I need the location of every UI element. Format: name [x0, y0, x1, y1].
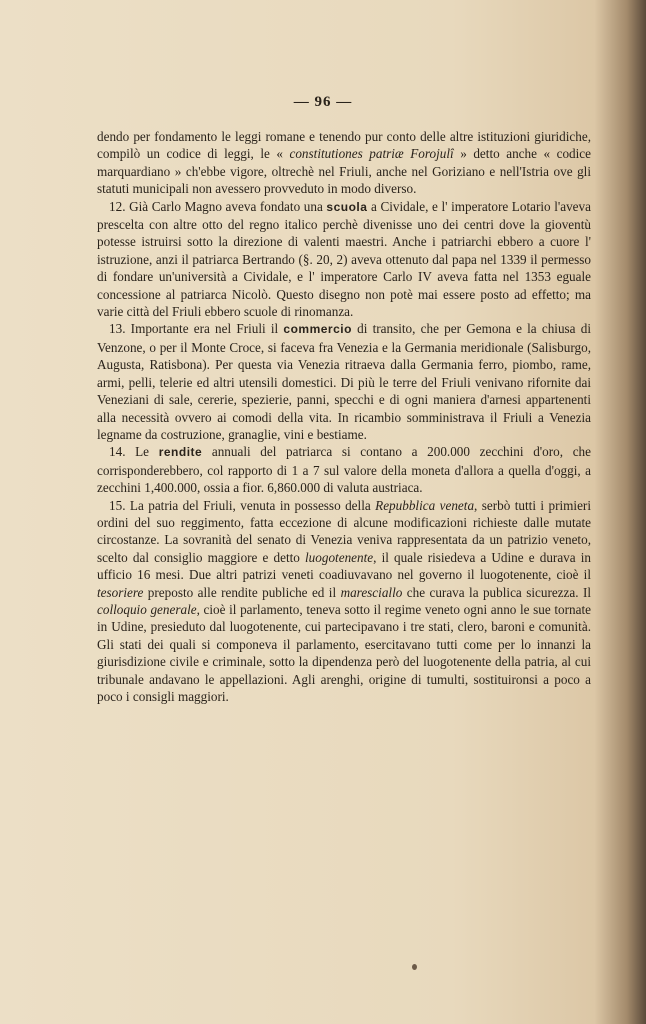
paragraph-12 — [97, 198, 591, 321]
text-run: 14. Le — [109, 444, 159, 460]
text-run: preposto alle rendite publiche ed il — [143, 584, 341, 600]
text-run: , serbò tutti i primieri ordini del suo reggimento, fatta eccezione di alcune modificazioni richieste dalle mutate circostanze. La sovranità del senato di Venezia veniva rappresentata da un patrizio veneto, scelto dal consiglio maggiore e detto — [97, 497, 591, 565]
bold-run: scuola — [326, 199, 368, 214]
bold-run: commercio — [283, 322, 352, 337]
body-text — [97, 128, 591, 705]
bold-run: rendite — [158, 445, 203, 460]
text-run: , il quale risiedeva a Udine e durava in ufficio 16 mesi. Due altri patrizi veneti coadiuvavano nel governo il luogotenente, cioè il — [97, 549, 592, 583]
italic-run: constitutiones patriæ Forojulî — [289, 146, 454, 162]
text-run: 13. Importante era nel Friuli il — [109, 321, 284, 337]
text-run: , cioè il parlamento, teneva sotto il regime veneto ogni anno le sue tornate in Udine, presieduto dal luogotenente, cui partecipavano i tre stati, clero, baroni e comunità. Gli stati dei quali si componeva il parlamento, esercitavano tutti come per lo innanzi la giurisdizione civile e criminale, sotto la dipendenza però del luogotenente della patria, al cui tribunale andavano le appellazioni. Agli arenghi, origine di tumulti, sostituironsi a poco a poco i consigli maggiori. — [97, 601, 591, 704]
italic-run: luogotenente — [305, 549, 374, 565]
text-run: » detto anche « codice marquardiano » ch'ebbe vigore, oltrechè nel Friuli, anche nel Goriziano e nell'Istria ove gli statuti municipali non avessero provveduto in modo diverso. — [97, 146, 592, 197]
page-number: — 96 — — [293, 94, 353, 110]
text-run: dendo per fondamento le leggi romane e tenendo pur conto delle altre istituzioni giuridiche, compilò un codice di leggi, le « — [97, 129, 591, 162]
text-run: 12. Già Carlo Magno aveva fondato una — [109, 198, 327, 214]
text-run: di transito, che per Gemona e la chiusa di Venzone, o per il Monte Croce, si faceva fra Venezia e la Germania meridionale (Salisburgo, Augusta, Ratisbona). Per questa via Venezia ritraeva dalla Germania ferro, piombo, rame, armi, pelli, telerie ed altri utensili domestici. Di più le terre del Friuli venivano rifornite dai Veneziani di sale, cererie, spezierie, panni, specchi e di ogni maniera d'arnesi appartenenti alla necessità ovvero ai comodi della vita. In ricambio somministrava il Friuli a Venezia legname da costruzione, granaglie, vini e bestiame. — [97, 321, 591, 442]
italic-run: Repubblica veneta — [375, 497, 475, 513]
ink-speck — [412, 964, 417, 970]
text-run: 15. La patria del Friuli, venuta in possesso della — [109, 497, 376, 513]
text-run: a Cividale, e l' imperatore Lotario l'aveva prescelta con altre otto del regno italico perchè divenisse uno dei centri dove la gioventù potesse istruirsi sotto la direzione di valenti maestri. Anche i patriarchi ebbero a cuore l' istruzione, anzi il patriarca Bertrando (§. 20, 2) aveva ottenuto dal papa nel 1339 il permesso di fondare un'università a Cividale, e l' imperatore Carlo IV aveva fatta nel 1353 eguale concessione al patriarca Nicolò. Questo disegno non potè mai essere posto ad effetto; ma varie città del Friuli ebbero scuole di rinomanza. — [97, 198, 591, 320]
text-run: annuali del patriarca si contano a 200.000 zecchini d'oro, che corrisponderebbero, col rapporto di 1 a 7 sul valore della moneta d'allora a quella d'oggi, a zecchini 1,400.000, ossia a fior. 6,860.000 di valuta austriaca. — [97, 444, 591, 496]
text-run: che curava la publica sicurezza. Il — [402, 584, 592, 600]
paragraph-15 — [97, 497, 591, 706]
paragraph-13 — [97, 320, 591, 443]
italic-run: tesoriere — [97, 584, 144, 600]
paragraph-14 — [97, 443, 591, 496]
italic-run: maresciallo — [340, 584, 403, 600]
paragraph-intro — [97, 128, 591, 198]
italic-run: colloquio generale — [97, 601, 197, 617]
